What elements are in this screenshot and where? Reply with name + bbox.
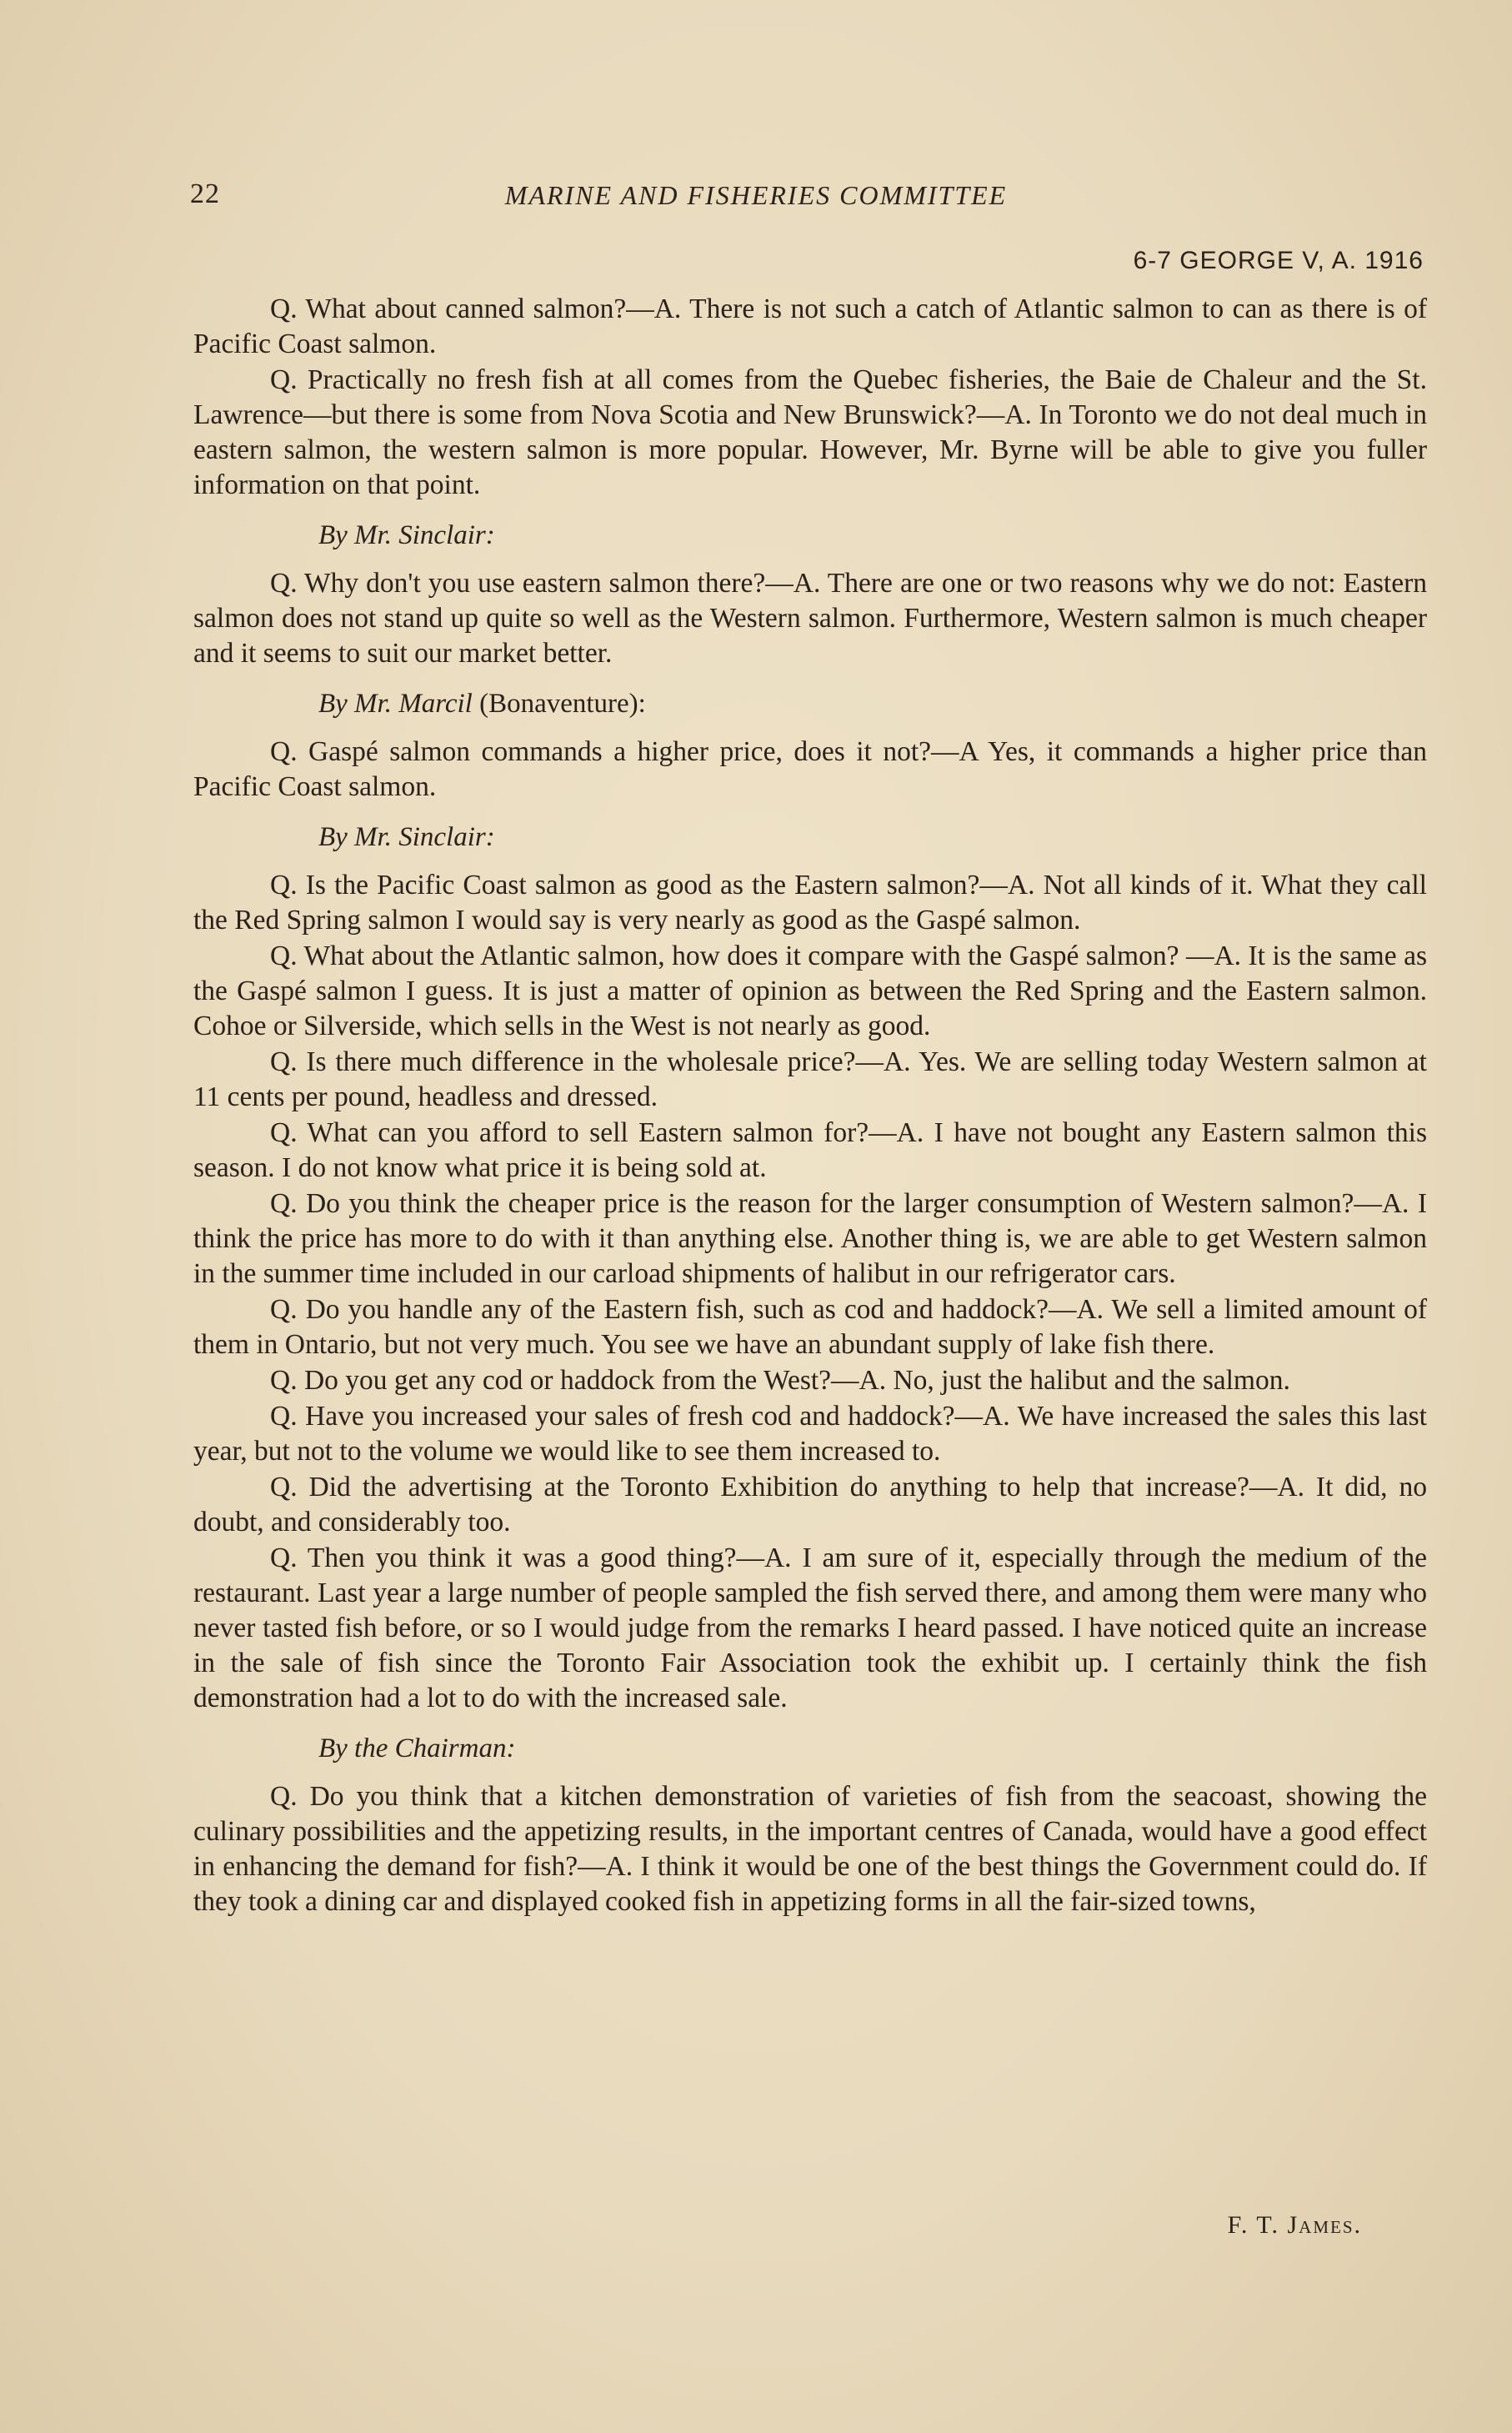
speaker-name: By Mr. Sinclair: (318, 822, 495, 852)
question-answer-paragraph: Q. Practically no fresh fish at all comes from the Quebec fisheries, the Baie de Chaleur and the St. Lawrence—but there is some from Nova Scotia and New Brunswick?—A. In Toronto we do not deal much in eastern salmon, the western salmon is more popular. However, Mr. Byrne will be able to give you fuller information on that point. (193, 364, 1427, 500)
session-heading: 6-7 GEORGE V, A. 1916 (1133, 247, 1424, 274)
question-answer-paragraph: Q. Did the advertising at the Toronto Exhibition do anything to help that increase?—A. It did, no doubt, and considerably too. (193, 1472, 1427, 1538)
speaker-constituency: (Bonaventure): (472, 689, 646, 719)
speaker-heading (193, 686, 1427, 721)
speaker-name: By Mr. Marcil (318, 689, 473, 719)
speaker-heading (193, 1731, 1427, 1766)
running-head: MARINE AND FISHERIES COMMITTEE (504, 180, 1008, 210)
speaker-name: By Mr. Sinclair: (318, 520, 495, 550)
question-answer-paragraph: Q. What can you afford to sell Eastern salmon for?—A. I have not bought any Eastern salmon this season. I do not know what price it is being sold at. (193, 1117, 1427, 1183)
question-answer-paragraph: Q. Do you think that a kitchen demonstration of varieties of fish from the seacoast, showing the culinary possibilities and the appetizing results, in the important centres of Canada, would have a good effect in enhancing the demand for fish?—A. I think it would be one of the best things the Government could do. If they took a dining car and displayed cooked fish in appetizing forms in all the fair-sized towns, (193, 1781, 1427, 1917)
speaker-heading (193, 518, 1427, 553)
question-answer-paragraph: Q. Why don't you use eastern salmon there?—A. There are one or two reasons why we do not: Eastern salmon does not stand up quite so well as the Western salmon. Furthermore, Western salmon is much cheaper and it seems to suit our market better. (193, 568, 1427, 669)
page-number: 22 (190, 178, 220, 209)
question-answer-paragraph: Q. Do you think the cheaper price is the reason for the larger consumption of Western salmon?—A. I think the price has more to do with it than anything else. Another thing is, we are able to get Western salmon in the summer time included in our carload shipments of halibut in our refrigerator cars. (193, 1188, 1427, 1289)
question-answer-paragraph: Q. Is the Pacific Coast salmon as good as the Eastern salmon?—A. Not all kinds of it. What they call the Red Spring salmon I would say is very nearly as good as the Gaspé salmon. (193, 870, 1427, 936)
speaker-heading (193, 820, 1427, 855)
question-answer-paragraph: Q. What about canned salmon?—A. There is not such a catch of Atlantic salmon to can as there is of Pacific Coast salmon. (193, 293, 1427, 359)
speaker-name: By the Chairman: (318, 1733, 516, 1763)
question-answer-paragraph: Q. What about the Atlantic salmon, how does it compare with the Gaspé salmon? —A. It is the same as the Gaspé salmon I guess. It is just a matter of opinion as between the Red Spring and the Eastern salmon. Cohoe or Silverside, which sells in the West is not nearly as good. (193, 941, 1427, 1041)
question-answer-paragraph: Q. Do you get any cod or haddock from the West?—A. No, just the halibut and the salmon. (270, 1365, 1290, 1396)
witness-signature: F. T. James. (1227, 2211, 1362, 2239)
question-answer-paragraph: Q. Have you increased your sales of fresh cod and haddock?—A. We have increased the sales this last year, but not to the volume we would like to see them increased to. (193, 1401, 1427, 1467)
body-text (193, 292, 1427, 1920)
question-answer-paragraph: Q. Is there much difference in the wholesale price?—A. Yes. We are selling today Western salmon at 11 cents per pound, headless and dressed. (193, 1046, 1427, 1112)
question-answer-paragraph: Q. Do you handle any of the Eastern fish, such as cod and haddock?—A. We sell a limited amount of them in Ontario, but not very much. You see we have an abundant supply of lake fish there. (193, 1294, 1427, 1360)
question-answer-paragraph: Q. Then you think it was a good thing?—A. I am sure of it, especially through the medium of the restaurant. Last year a large number of people sampled the fish served there, and among them were many who never tasted fish before, or so I would judge from the remarks I heard passed. I have noticed quite an increase in the sale of fish since the Toronto Fair Association took the exhibit up. I certainly think the fish demonstration had a lot to do with the increased sale. (193, 1543, 1427, 1713)
question-answer-paragraph: Q. Gaspé salmon commands a higher price, does it not?—A Yes, it commands a higher price than Pacific Coast salmon. (193, 736, 1427, 802)
